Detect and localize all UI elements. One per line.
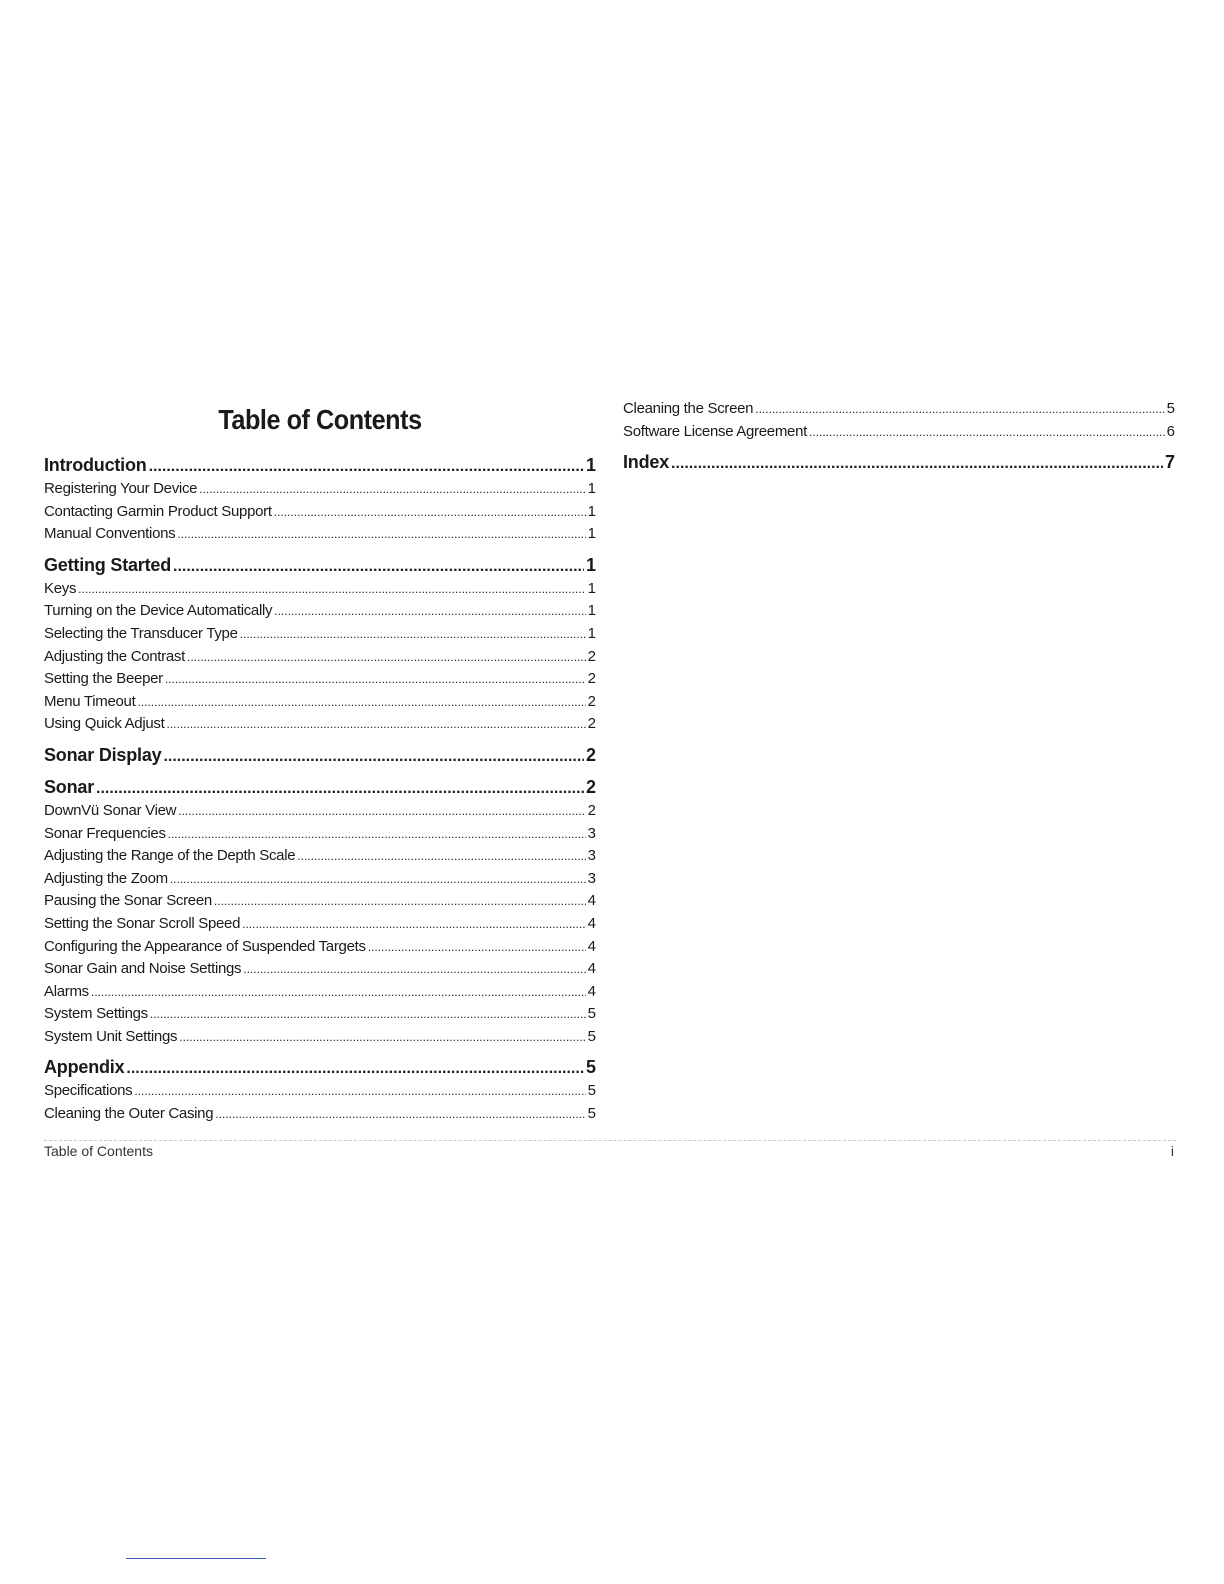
dot-leader bbox=[199, 478, 585, 501]
toc-entry[interactable] bbox=[44, 713, 596, 736]
dot-leader bbox=[167, 713, 586, 736]
toc-entry-page-number: 5 bbox=[587, 1027, 596, 1045]
toc-list-right bbox=[623, 398, 1175, 475]
toc-entry-page-number: 2 bbox=[587, 670, 596, 688]
dot-leader bbox=[215, 1103, 585, 1126]
toc-entry-page-number: 1 bbox=[587, 525, 596, 543]
toc-entry-page-number: 2 bbox=[587, 801, 596, 819]
toc-entry-label: Adjusting the Zoom bbox=[44, 869, 168, 887]
toc-entry[interactable] bbox=[44, 913, 596, 936]
toc-entry-label: Pausing the Sonar Screen bbox=[44, 892, 212, 910]
dot-leader bbox=[240, 623, 586, 646]
dot-leader bbox=[168, 823, 586, 846]
toc-list-left bbox=[44, 448, 596, 1126]
toc-entry-label: Getting Started bbox=[44, 554, 172, 575]
toc-entry-page-number: 2 bbox=[585, 744, 596, 765]
toc-entry-label: System Unit Settings bbox=[44, 1027, 178, 1045]
dot-leader bbox=[78, 578, 586, 601]
toc-entry-page-number: 2 bbox=[587, 692, 596, 710]
toc-section-heading[interactable] bbox=[44, 1050, 596, 1080]
footer-section-label: Table of Contents bbox=[44, 1143, 153, 1159]
toc-entry-page-number: 4 bbox=[587, 982, 596, 1000]
toc-entry[interactable] bbox=[44, 1003, 596, 1026]
toc-entry-page-number: 1 bbox=[587, 602, 596, 620]
toc-entry[interactable] bbox=[44, 1103, 596, 1126]
toc-entry[interactable] bbox=[44, 845, 596, 868]
toc-entry[interactable] bbox=[623, 421, 1175, 444]
toc-entry[interactable] bbox=[44, 890, 596, 913]
toc-entry-page-number: 7 bbox=[1164, 452, 1175, 473]
toc-entry-page-number: 4 bbox=[587, 914, 596, 932]
toc-entry-label: Sonar Gain and Noise Settings bbox=[44, 960, 242, 978]
toc-entry-label: Specifications bbox=[44, 1082, 133, 1100]
toc-entry[interactable] bbox=[44, 501, 596, 524]
toc-entry-page-number: 4 bbox=[587, 960, 596, 978]
toc-entry-label: Alarms bbox=[44, 982, 89, 1000]
page-title: Table of Contents bbox=[218, 404, 422, 435]
toc-entry[interactable] bbox=[44, 523, 596, 546]
toc-section-heading[interactable] bbox=[44, 738, 596, 768]
toc-entry[interactable] bbox=[44, 600, 596, 623]
toc-entry-label: Adjusting the Range of the Depth Scale bbox=[44, 847, 296, 865]
toc-entry[interactable] bbox=[44, 623, 596, 646]
toc-section-heading[interactable] bbox=[44, 770, 596, 800]
dot-leader bbox=[214, 890, 586, 913]
toc-entry-label: Adjusting the Contrast bbox=[44, 647, 185, 665]
toc-entry[interactable] bbox=[44, 668, 596, 691]
toc-entry-page-number: 3 bbox=[587, 824, 596, 842]
toc-entry-page-number: 5 bbox=[585, 1057, 596, 1078]
toc-entry-label: Software License Agreement bbox=[623, 422, 807, 440]
toc-entry-page-number: 6 bbox=[1166, 422, 1175, 440]
toc-entry-label: Turning on the Device Automatically bbox=[44, 602, 273, 620]
toc-section-heading[interactable] bbox=[623, 445, 1175, 475]
dot-leader bbox=[274, 600, 585, 623]
toc-entry[interactable] bbox=[44, 1026, 596, 1049]
toc-entry-page-number: 2 bbox=[585, 776, 596, 797]
toc-entry[interactable] bbox=[44, 981, 596, 1004]
toc-entry-page-number: 5 bbox=[587, 1105, 596, 1123]
toc-right-column bbox=[623, 398, 1175, 475]
dot-leader bbox=[137, 691, 585, 714]
dot-leader bbox=[177, 523, 585, 546]
dot-leader bbox=[179, 1026, 585, 1049]
toc-entry-label: Sonar bbox=[44, 776, 95, 797]
toc-entry-page-number: 1 bbox=[587, 502, 596, 520]
toc-entry[interactable] bbox=[44, 800, 596, 823]
toc-entry-page-number: 1 bbox=[587, 624, 596, 642]
footer-divider bbox=[44, 1140, 1176, 1141]
toc-entry-page-number: 5 bbox=[587, 1082, 596, 1100]
toc-entry[interactable] bbox=[44, 936, 596, 959]
dot-leader bbox=[755, 398, 1164, 421]
toc-left-column bbox=[44, 398, 596, 1126]
toc-entry[interactable] bbox=[44, 1080, 596, 1103]
scan-underline-mark bbox=[126, 1558, 266, 1559]
toc-entry-page-number: 2 bbox=[587, 647, 596, 665]
toc-entry-label: Sonar Display bbox=[44, 744, 162, 765]
dot-leader bbox=[163, 740, 584, 774]
toc-entry[interactable] bbox=[44, 578, 596, 601]
dot-leader bbox=[297, 845, 585, 868]
toc-entry-label: Selecting the Transducer Type bbox=[44, 624, 238, 642]
toc-entry-page-number: 1 bbox=[587, 579, 596, 597]
toc-entry[interactable] bbox=[44, 691, 596, 714]
toc-entry-label: Sonar Frequencies bbox=[44, 824, 166, 842]
toc-entry[interactable] bbox=[44, 958, 596, 981]
toc-entry-label: Manual Conventions bbox=[44, 525, 176, 543]
toc-entry-page-number: 1 bbox=[585, 554, 596, 575]
dot-leader bbox=[134, 1080, 585, 1103]
toc-entry-label: Cleaning the Outer Casing bbox=[44, 1105, 214, 1123]
toc-entry[interactable] bbox=[44, 478, 596, 501]
toc-entry-label: Using Quick Adjust bbox=[44, 715, 165, 733]
toc-entry-page-number: 5 bbox=[587, 1005, 596, 1023]
toc-entry-label: DownVü Sonar View bbox=[44, 801, 177, 819]
dot-leader bbox=[242, 913, 586, 936]
toc-entry-page-number: 3 bbox=[587, 847, 596, 865]
dot-leader bbox=[91, 981, 586, 1004]
toc-entry-page-number: 1 bbox=[585, 455, 596, 475]
toc-entry-label: Registering Your Device bbox=[44, 480, 198, 497]
dot-leader bbox=[187, 646, 586, 669]
toc-entry-page-number: 4 bbox=[587, 937, 596, 955]
toc-entry-label: Configuring the Appearance of Suspended Targets bbox=[44, 937, 366, 955]
dot-leader bbox=[165, 668, 586, 691]
toc-entry-label: Appendix bbox=[44, 1057, 125, 1078]
footer-page-number: i bbox=[1170, 1143, 1174, 1159]
toc-entry-label: Index bbox=[623, 452, 670, 473]
toc-section-heading[interactable] bbox=[44, 548, 596, 578]
toc-entry-label: Menu Timeout bbox=[44, 692, 136, 710]
toc-entry-page-number: 1 bbox=[587, 480, 596, 497]
dot-leader bbox=[368, 936, 586, 959]
toc-entry-page-number: 3 bbox=[587, 869, 596, 887]
toc-entry-label: Contacting Garmin Product Support bbox=[44, 502, 272, 520]
dot-leader bbox=[809, 421, 1165, 444]
toc-entry-label: Cleaning the Screen bbox=[623, 400, 754, 417]
dot-leader bbox=[178, 800, 585, 823]
toc-entry-label: Setting the Beeper bbox=[44, 670, 163, 688]
toc-entry-page-number: 5 bbox=[1166, 400, 1175, 417]
toc-entry-label: Introduction bbox=[44, 455, 147, 475]
toc-entry-page-number: 4 bbox=[587, 892, 596, 910]
dot-leader bbox=[150, 1003, 586, 1026]
toc-entry-label: Setting the Sonar Scroll Speed bbox=[44, 914, 241, 932]
toc-entry-label: Keys bbox=[44, 579, 77, 597]
toc-entry-label: System Settings bbox=[44, 1005, 148, 1023]
dot-leader bbox=[274, 501, 586, 524]
toc-entry[interactable] bbox=[44, 646, 596, 669]
toc-section-heading[interactable] bbox=[44, 448, 596, 478]
dot-leader bbox=[170, 868, 586, 891]
toc-entry-page-number: 2 bbox=[587, 715, 596, 733]
dot-leader bbox=[243, 958, 585, 981]
toc-entry[interactable] bbox=[44, 823, 596, 846]
toc-entry[interactable] bbox=[623, 398, 1175, 421]
dot-leader bbox=[671, 447, 1163, 481]
toc-entry[interactable] bbox=[44, 868, 596, 891]
